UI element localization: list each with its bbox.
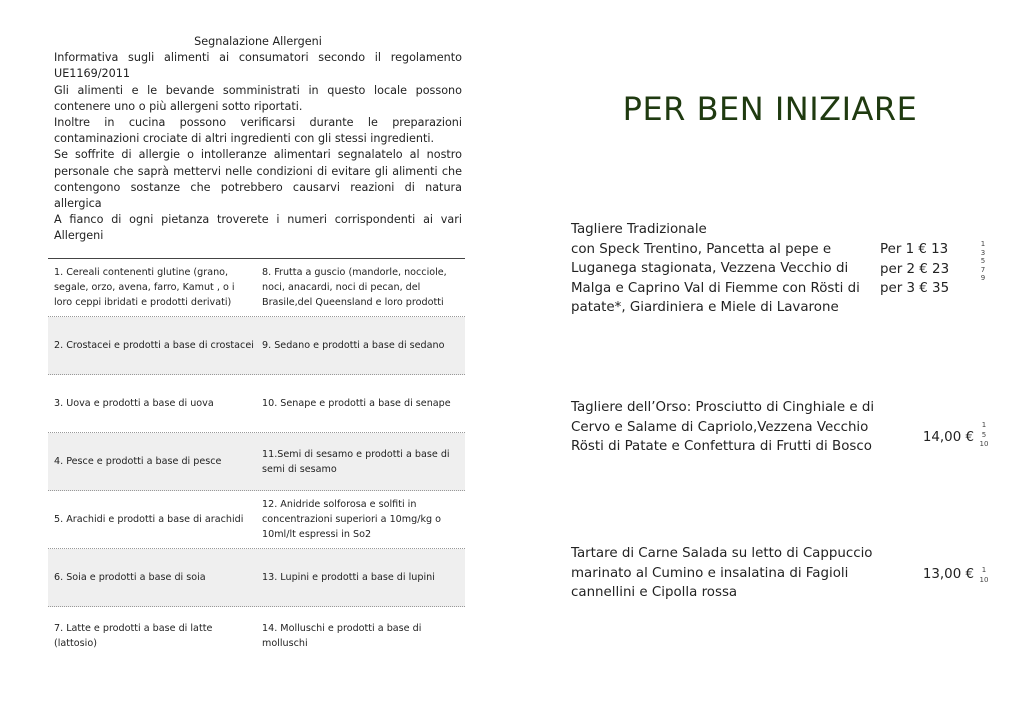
notice-paragraph: Gli alimenti e le bevande somministrati in questo locale possono contenere uno o più allergeni sotto riportati.	[54, 83, 462, 113]
allergen-codes	[977, 240, 989, 283]
allergen-codes	[977, 421, 991, 450]
table-cell: 10. Senape e prodotti a base di senape	[262, 398, 451, 409]
dish-description	[571, 220, 901, 318]
dish-line: cannellini e Cipolla rossa	[571, 585, 738, 600]
table-row	[48, 607, 465, 664]
price-line: per 3 € 35	[880, 281, 950, 296]
allergen-code: 10	[979, 440, 989, 448]
dish-line: Cervo e Salame di Capriolo,Vezzena Vecchio	[571, 419, 869, 435]
allergen-code: 5	[980, 257, 986, 265]
table-row	[48, 491, 465, 549]
table-cell: 1. Cereali contenenti glutine (grano, segale, orzo, avena, farro, Kamut , o i loro ceppi ibridati e prodotti derivati)	[54, 267, 235, 308]
dish-line: Tagliere Tradizionale	[571, 222, 707, 237]
table-cell: 2. Crostacei e prodotti a base di crostacei	[54, 340, 254, 351]
dish-description	[571, 398, 901, 457]
table-cell: 7. Latte e prodotti a base di latte (lattosio)	[54, 622, 213, 649]
dish-line: Luganega stagionata, Vezzena Vecchio di	[571, 261, 849, 276]
table-cell: 3. Uova e prodotti a base di uova	[54, 398, 214, 409]
section-title: PER BEN INIZIARE	[622, 90, 918, 128]
dish-line: con Speck Trentino, Pancetta al pepe e	[571, 241, 832, 257]
notice-paragraph: Informativa sugli alimenti ai consumatori secondo il regolamento UE1169/2011	[54, 51, 462, 81]
table-cell: 8. Frutta a guscio (mandorle, nocciole, noci, anacardi, noci di pecan, del Brasile,del Queensland e loro prodotti	[262, 267, 447, 308]
dish-price: 14,00 €	[922, 430, 974, 445]
table-cell: 9. Sedano e prodotti a base di sedano	[262, 340, 445, 351]
table-row	[48, 433, 465, 491]
allergen-codes	[977, 566, 991, 585]
price-line: per 2 € 23	[880, 261, 950, 277]
allergen-code: 1	[980, 240, 986, 248]
table-row	[48, 549, 465, 607]
allergen-code: 5	[981, 430, 987, 439]
table-cell: 4. Pesce e prodotti a base di pesce	[54, 456, 222, 467]
notice-paragraph: Se soffrite di allergie o intolleranze alimentari segnalatelo al nostro personale che saprà mettervi nelle condizioni di evitare gli alimenti che contengono sostanze che potrebbero causarvi reazioni di natura allergica	[54, 148, 462, 211]
allergen-code: 1	[981, 566, 987, 574]
notice-paragraph: Inoltre in cucina possono verificarsi durante le preparazioni contaminazioni crociate di altri ingredienti con gli stessi ingredienti.	[54, 116, 462, 146]
table-cell: 6. Soia e prodotti a base di soia	[54, 572, 206, 583]
table-cell: 12. Anidride solforosa e solfiti in concentrazioni superiori a 10mg/kg o 10ml/lt espressi in So2	[262, 499, 442, 540]
table-cell: 14. Molluschi e prodotti a base di molluschi	[262, 622, 422, 649]
table-cell: 5. Arachidi e prodotti a base di arachidi	[54, 514, 244, 525]
dish-line: marinato al Cumino e insalatina di Fagioli	[571, 565, 849, 581]
dish-line: Malga e Caprino Val di Fiemme con Rösti di	[571, 280, 860, 296]
table-row	[48, 317, 465, 375]
notice-paragraph: A fianco di ogni pietanza troverete i numeri corrispondenti ai vari Allergeni	[54, 213, 462, 243]
dish-line: Tagliere dell’Orso: Prosciutto di Cinghiale e di	[571, 400, 875, 415]
table-row	[48, 259, 465, 317]
table-cell: 11.Semi di sesamo e prodotti a base di semi di sesamo	[262, 448, 450, 475]
dish-price	[880, 240, 949, 299]
allergen-code: 10	[979, 575, 989, 584]
table-row	[48, 375, 465, 433]
allergen-code: 7	[980, 265, 986, 274]
dish-line: patate*, Giardiniera e Miele di Lavarone	[571, 300, 839, 315]
notice-heading: Segnalazione Allergeni	[194, 35, 322, 48]
allergen-notice	[54, 34, 462, 245]
dish-line: Rösti di Patate e Confettura di Frutti di Bosco	[571, 439, 872, 454]
table-cell: 13. Lupini e prodotti a base di lupini	[262, 572, 435, 583]
price-line: Per 1 € 13	[880, 242, 949, 257]
dish-price: 13,00 €	[922, 567, 974, 582]
allergen-code: 9	[980, 274, 986, 282]
allergen-code: 1	[981, 421, 987, 429]
allergen-table	[48, 258, 465, 664]
allergen-code: 3	[980, 248, 986, 257]
dish-line: Tartare di Carne Salada su letto di Cappuccio	[571, 546, 873, 561]
dish-description	[571, 544, 901, 603]
